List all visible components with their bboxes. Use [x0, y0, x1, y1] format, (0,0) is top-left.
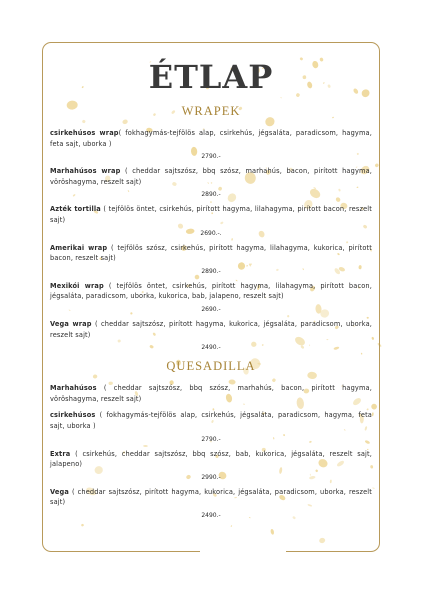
menu-item	[50, 487, 372, 519]
item-name: Amerikai wrap	[50, 243, 108, 252]
item-desc: ( fokhagymás-tejfölös alap, csirkehús, jégsaláta, paradicsom, hagyma, feta sajt, uborka )	[50, 411, 373, 430]
item-price: 2690.-	[201, 305, 221, 313]
item-desc: ( cheddar sajtszósz, bbq szósz, marhahús, bacon, pirított hagyma, vöröshagyma, reszelt sajt)	[50, 167, 373, 186]
item-price: 2790.-	[201, 153, 221, 161]
item-price: 2790.-	[201, 435, 221, 443]
item-desc: ( csirkehús, cheddar sajtszósz, bbq szósz, bab, kukorica, jégsaláta, reszelt sajt, jalapeno)	[50, 449, 372, 469]
menu-item	[50, 204, 372, 236]
menu-item	[50, 383, 372, 404]
item-desc: ( tejfölös öntet, csirkehús, pirított hagyma, lilahagyma, pirított bacon, reszelt sajt)	[50, 205, 372, 224]
item-price: 2890.-	[201, 191, 221, 199]
item-name: csirkehúsos	[50, 411, 96, 420]
menu-item	[50, 319, 372, 351]
item-name: Vega wrap	[50, 319, 92, 328]
item-desc: ( fokhagymás-tejfölös alap, csirkehús, jégsaláta, paradicsom, hagyma, feta sajt, uborka )	[50, 129, 372, 148]
section-wrapek	[50, 104, 372, 351]
item-price: 2990.-	[201, 473, 221, 481]
menu-item	[50, 166, 372, 198]
item-price: 2490.-	[201, 511, 221, 519]
item-name: Marhahúsos	[50, 384, 97, 393]
frame-gap	[200, 550, 286, 555]
item-desc: ( cheddar sajtszósz, pirított hagyma, kukorica, jégsaláta, paradicsom, uborka, reszelt sajt)	[50, 487, 373, 507]
item-name: Extra	[50, 449, 71, 458]
item-name: Mexikói wrap	[50, 281, 104, 290]
menu-title: ÉTLAP	[148, 58, 274, 96]
item-desc: ( tejfölös öntet, csirkehús, pirított hagyma, lilahagyma, pirított bacon, jégsaláta, paradicsom, uborka, kukorica, bab, jalapeno, reszelt sajt)	[50, 281, 372, 301]
menu-item	[50, 410, 372, 442]
section-heading: WRAPEK	[181, 104, 241, 118]
item-desc: ( cheddar sajtszósz, pirított hagyma, kukorica, jégsaláta, paradicsom, uborka, reszelt sajt)	[50, 319, 373, 339]
item-name: Marhahúsos wrap	[50, 167, 121, 176]
item-price: 2490.-	[201, 344, 221, 352]
section-heading: QUESADILLA	[166, 359, 256, 374]
item-name: Azték tortilla	[50, 205, 101, 214]
item-desc: ( tejfölös szósz, csirkehús, pirított hagyma, lilahagyma, kukorica, pirított bacon, reszelt sajt)	[50, 243, 373, 263]
section-quesadilla	[50, 359, 372, 519]
item-price: 2690.-.	[200, 229, 222, 237]
menu-item	[50, 449, 372, 481]
item-name: csirkehúsos wrap	[50, 129, 119, 137]
menu-item	[50, 281, 372, 313]
menu-item	[50, 128, 372, 160]
item-name: Vega	[50, 487, 69, 496]
menu-content	[50, 58, 372, 525]
item-price: 2890.-	[201, 267, 221, 275]
menu-item	[50, 243, 372, 275]
item-desc: ( cheddar sajtszósz, bbq szósz, marhahús, bacon, pirított hagyma, vöröshagyma, reszelt sajt)	[50, 384, 372, 403]
